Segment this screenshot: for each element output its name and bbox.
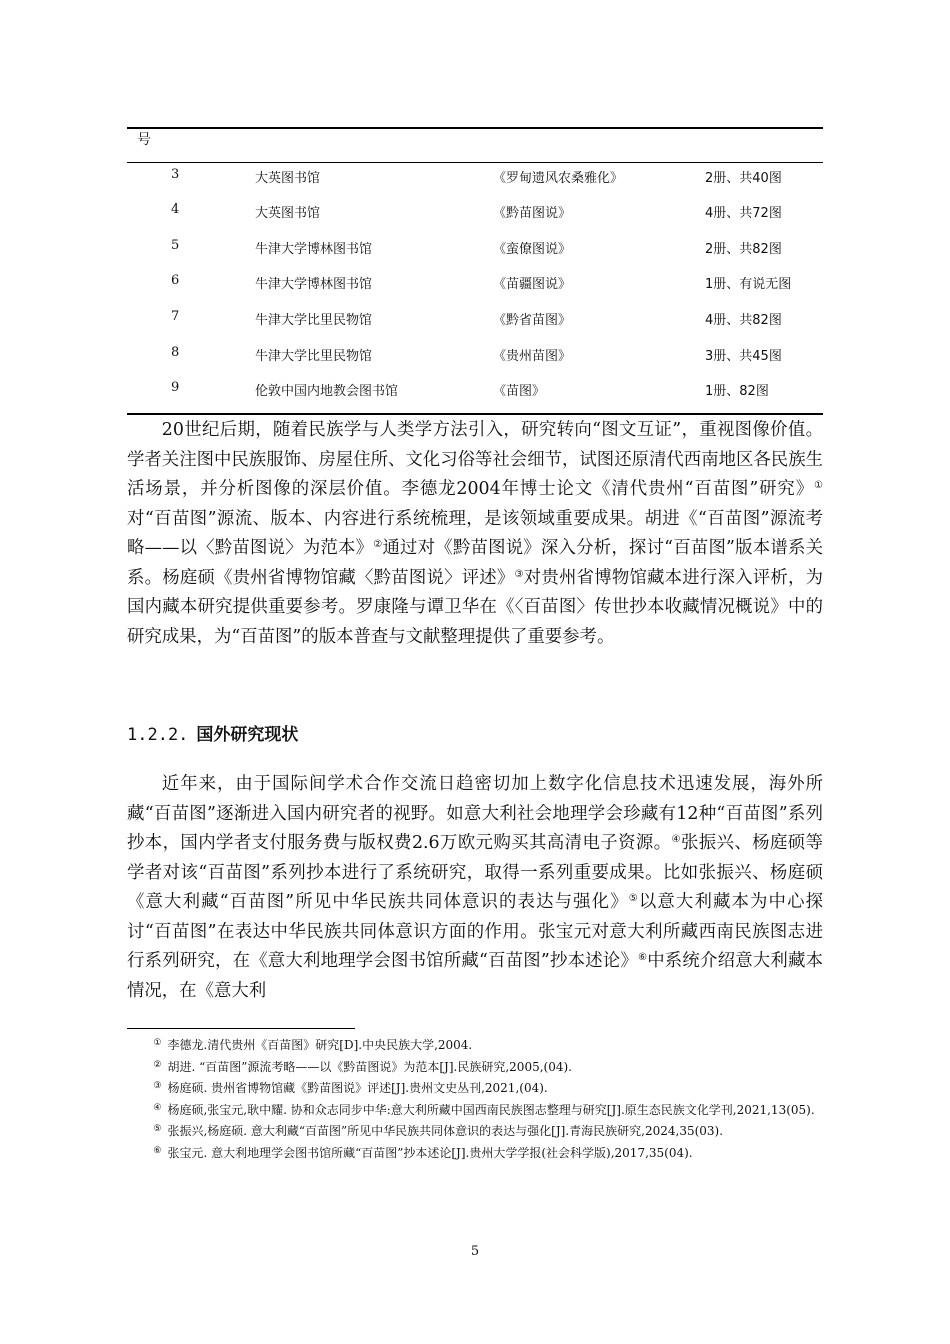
- footnote-ref[interactable]: ①: [814, 480, 823, 491]
- row-number: 6: [171, 273, 180, 288]
- table-row: [127, 377, 823, 413]
- footnote-text: 张振兴,杨庭硕. 意大利藏“百苗图”所见中华民族共同体意识的表达与强化[J].青海民族研究,2024,35(03).: [167, 1124, 724, 1138]
- footnote: [127, 1077, 823, 1099]
- footnote-mark: ④: [153, 1102, 162, 1113]
- para-text: 对贵州省博物馆藏本进行深入评析，为国内藏本研究提供重要参考。罗康隆与谭卫华在《〈百苗图〉传世抄本收藏情况概说》中的研究成果，为“百苗图”的版本普查与文献整理提供了重要参考。: [127, 567, 823, 647]
- row-library: 牛津大学博林图书馆: [255, 277, 373, 292]
- section-heading: [127, 720, 298, 745]
- footnote-text: 杨庭硕,张宝元,耿中耀. 协和众志同步中华:意大利所藏中国西南民族图志整理与研究[J].原生态民族文化学刊,2021,13(05).: [167, 1102, 815, 1117]
- row-number: 5: [171, 238, 180, 253]
- table-row: [127, 342, 823, 378]
- table-row: [127, 199, 823, 235]
- row-library: 牛津大学比里民物馆: [255, 349, 373, 364]
- table-row: [127, 270, 823, 306]
- section-title: 国外研究现状: [196, 725, 299, 745]
- footnote: [127, 1056, 823, 1078]
- row-volumes: 2册、共40图: [705, 171, 782, 186]
- table-header-rule: [127, 162, 823, 163]
- footnote: [127, 1099, 823, 1121]
- footnote-ref[interactable]: ⑥: [638, 952, 648, 963]
- row-library: 伦敦中国内地教会图书馆: [255, 384, 399, 399]
- footnote-text: 张宝元. 意大利地理学会图书馆所藏“百苗图”抄本述论[J].贵州大学学报(社会科学版),2017,35(04).: [167, 1145, 693, 1160]
- footnote-mark: ③: [153, 1081, 162, 1091]
- row-library: 牛津大学比里民物馆: [255, 313, 373, 328]
- footnote-ref[interactable]: ②: [373, 539, 383, 550]
- table-row: [127, 164, 823, 200]
- row-title: 《蛮僚图说》: [493, 242, 572, 257]
- body-paragraph-domestic: [127, 416, 823, 652]
- row-title: 《苗疆图说》: [493, 277, 572, 292]
- row-library: 大英图书馆: [255, 206, 321, 221]
- row-number: 7: [171, 309, 180, 324]
- para-text: 中系统介绍意大利藏本情况，在《意大利: [127, 951, 823, 1001]
- row-volumes: 4册、共82图: [705, 313, 782, 328]
- footnote-text: 杨庭硕. 贵州省博物馆藏《黔苗图说》评述[J].贵州文史丛刊,2021,(04).: [167, 1081, 548, 1095]
- para-text: 以意大利藏本为中心探讨“百苗图”在表达中华民族共同体意识方面的作用。张宝元对意大利所藏西南民族图志进行系列研究，在《意大利地理学会图书馆所藏“百苗图”抄本述论》: [127, 892, 823, 971]
- row-volumes: 3册、共45图: [705, 349, 782, 364]
- row-title: 《黔省苗图》: [493, 313, 572, 328]
- para-text: 通过对《黔苗图说》深入分析，探讨“百苗图”版本谱系关系。杨庭硕《贵州省博物馆藏〈黔苗图说〉评述》: [127, 538, 823, 588]
- row-title: 《黔苗图说》: [493, 206, 572, 221]
- row-number: 4: [171, 202, 180, 217]
- table-header-continuation: 号: [137, 132, 151, 148]
- table-row: [127, 306, 823, 342]
- footnote-text: 胡进. “百苗图”源流考略——以《黔苗图说》为范本[J].民族研究,2005,(04).: [167, 1059, 572, 1074]
- section-number: 1.2.2.: [127, 725, 189, 745]
- row-number: 9: [171, 380, 180, 395]
- row-title: 《贵州苗图》: [493, 349, 572, 364]
- table-row: [127, 235, 823, 271]
- table-bottom-rule: [127, 413, 823, 415]
- table-top-rule: [127, 127, 823, 129]
- row-volumes: 4册、共72图: [705, 206, 782, 221]
- row-volumes: 1册、有说无图: [705, 277, 792, 292]
- row-number: 3: [171, 167, 180, 182]
- row-number: 8: [171, 345, 180, 360]
- row-title: 《罗甸遗风农桑雅化》: [493, 171, 624, 186]
- footnote-ref[interactable]: ③: [514, 568, 524, 580]
- para-text: 对“百苗图”源流、版本、内容进行系统梳理，是该领域重要成果。胡进《“百苗图”源流考略——以〈黔苗图说〉为范本》: [127, 508, 823, 558]
- para-text: 20世纪后期，随着民族学与人类学方法引入，研究转向“图文互证”，重视图像价值。学者关注图中民族服饰、房屋住所、文化习俗等社会细节，试图还原清代西南地区各民族生活场景，并分析图像的深层价值。李德龙2004年博士论文《清代贵州“百苗图”研究》: [127, 420, 823, 499]
- row-volumes: 1册、82图: [705, 384, 769, 399]
- footnote-text: 李德龙.清代贵州《百苗图》研究[D].中央民族大学,2004.: [167, 1038, 473, 1052]
- row-library: 牛津大学博林图书馆: [255, 242, 373, 257]
- row-title: 《苗图》: [493, 384, 546, 399]
- footnote-mark: ①: [153, 1038, 162, 1048]
- footnote-ref[interactable]: ④: [671, 834, 681, 845]
- para-text: 张振兴、杨庭硕等学者对该“百苗图”系列抄本进行了系统研究，取得一系列重要成果。比如张振兴、杨庭硕《意大利藏“百苗图”所见中华民族共同体意识的表达与强化》: [127, 833, 823, 912]
- footnotes: [127, 1034, 823, 1163]
- footnote-mark: ②: [153, 1059, 162, 1070]
- footnote-separator: [127, 1028, 355, 1029]
- row-library: 大英图书馆: [255, 171, 321, 186]
- footnote: [127, 1034, 823, 1056]
- footnote: [127, 1142, 823, 1164]
- page-number: 5: [470, 1244, 480, 1259]
- footnote-mark: ⑥: [153, 1145, 162, 1156]
- para-text: 近年来，由于国际间学术合作交流日趋密切加上数字化信息技术迅速发展，海外所藏“百苗图”逐渐进入国内研究者的视野。如意大利社会地理学会珍藏有12种“百苗图”系列抄本，国内学者支付服务费与版权费2.6万欧元购买其高清电子资源。: [127, 774, 823, 853]
- footnote: [127, 1120, 823, 1142]
- footnote-mark: ⑤: [153, 1124, 162, 1134]
- row-volumes: 2册、共82图: [705, 242, 782, 257]
- footnote-ref[interactable]: ⑤: [628, 893, 639, 904]
- body-paragraph-overseas: [127, 770, 823, 1006]
